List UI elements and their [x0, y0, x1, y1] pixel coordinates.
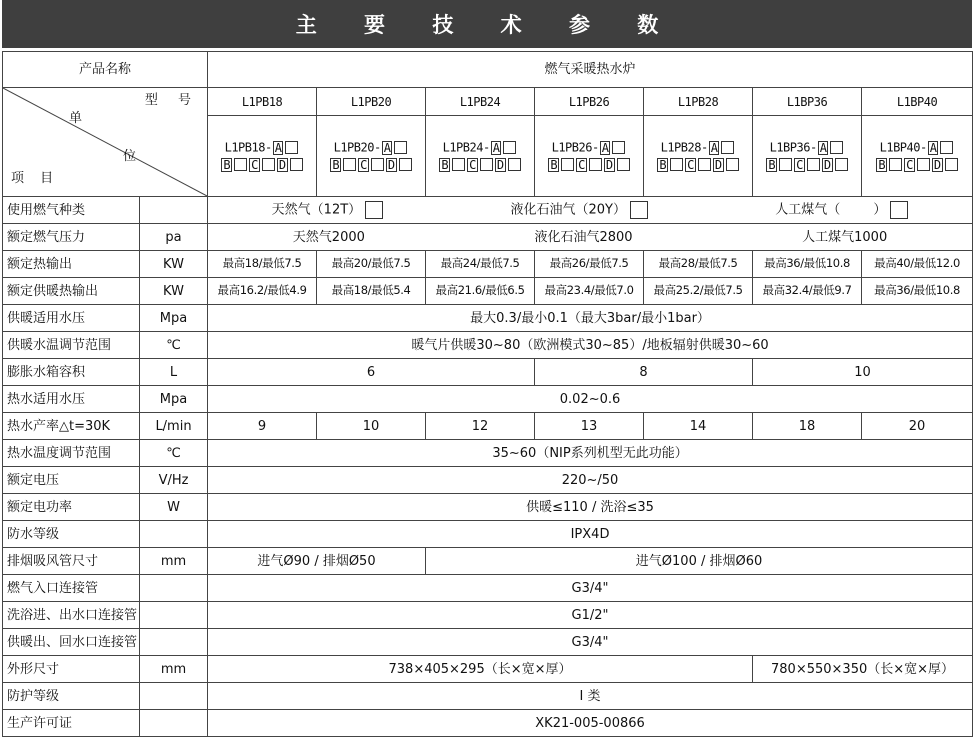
row-label: 热水适用水压: [3, 386, 140, 413]
model-name: L1PB24: [426, 88, 535, 116]
row-unit: [140, 683, 208, 710]
spec-row: [3, 440, 973, 467]
checkbox-icon: [262, 158, 275, 171]
model-code-cell: [426, 116, 535, 197]
model-code-letter: C: [906, 157, 913, 172]
unit-label-1: 单: [69, 111, 83, 126]
model-code-letter: B: [441, 157, 449, 172]
model-code-letter: D: [605, 157, 613, 172]
value-cell: G3/4": [208, 575, 973, 602]
value-cell: XK21-005-00866: [208, 710, 973, 737]
value-cell: 最高21.6/最低6.5: [426, 278, 535, 305]
value-cell: 13: [535, 413, 644, 440]
model-code-letter: A: [274, 140, 282, 155]
value-cell: 35~60（NIP系列机型无此功能）: [208, 440, 973, 467]
row-unit: [140, 602, 208, 629]
row-label: 供暖适用水压: [3, 305, 140, 332]
model-code-letter: B: [659, 157, 667, 172]
value-cell: 最大0.3/最小0.1（最大3bar/最小1bar）: [208, 305, 973, 332]
spec-row: [3, 278, 973, 305]
spec-row: [3, 197, 973, 224]
value-cell: 780×550×350（长×宽×厚）: [753, 656, 973, 683]
spec-row: [3, 413, 973, 440]
checkbox-icon: [394, 141, 407, 154]
model-code-letter: C: [796, 157, 803, 172]
model-code-letter: C: [469, 157, 476, 172]
spec-row: [3, 386, 973, 413]
checkbox-icon: [779, 158, 792, 171]
gas-pressure-natural: 天然气2000: [292, 229, 365, 245]
model-code-letter: C: [251, 157, 258, 172]
product-name-row: [3, 52, 973, 88]
model-code-letter: D: [714, 157, 722, 172]
checkbox-icon[interactable]: [365, 201, 383, 219]
model-code-letter: A: [929, 140, 937, 155]
checkbox-icon: [589, 158, 602, 171]
model-code-letter: D: [823, 157, 831, 172]
gas-pressure-coal: 人工煤气1000: [802, 229, 888, 245]
model-code-letter: D: [933, 157, 941, 172]
value-cell: 220~/50: [208, 467, 973, 494]
gas-pressure-lpg: 液化石油气2800: [534, 229, 633, 245]
row-unit: L: [140, 359, 208, 386]
row-label: 防护等级: [3, 683, 140, 710]
spec-row: [3, 494, 973, 521]
checkbox-icon: [452, 158, 465, 171]
spec-row: [3, 575, 973, 602]
checkbox-icon: [835, 158, 848, 171]
checkbox-icon: [480, 158, 493, 171]
spec-row: [3, 359, 973, 386]
model-code-cell: [208, 116, 317, 197]
value-cell: 最高32.4/最低9.7: [753, 278, 862, 305]
spec-row: [3, 710, 973, 737]
row-label: 使用燃气种类: [3, 197, 140, 224]
checkbox-icon: [234, 158, 247, 171]
value-cell: 8: [535, 359, 753, 386]
model-code-letter: B: [223, 157, 231, 172]
value-cell: 10: [753, 359, 973, 386]
value-cell: I 类: [208, 683, 973, 710]
value-cell: 最高28/最低7.5: [644, 251, 753, 278]
row-unit: V/Hz: [140, 467, 208, 494]
model-code-cell: [644, 116, 753, 197]
model-name: L1BP36: [753, 88, 862, 116]
row-unit: ℃: [140, 440, 208, 467]
checkbox-icon: [807, 158, 820, 171]
row-unit: pa: [140, 224, 208, 251]
row-label: 供暖出、回水口连接管: [3, 629, 140, 656]
value-cell: 0.02~0.6: [208, 386, 973, 413]
value-cell: 最高18/最低7.5: [208, 251, 317, 278]
model-code-cell: [535, 116, 644, 197]
model-code: L1BP36-: [769, 140, 817, 155]
spec-row: [3, 332, 973, 359]
checkbox-icon: [371, 158, 384, 171]
checkbox-icon: [945, 158, 958, 171]
gas-option-natural: 天然气（12T）: [271, 202, 362, 218]
gas-pressure-cell: [208, 224, 973, 251]
value-cell: G3/4": [208, 629, 973, 656]
checkbox-icon: [503, 141, 516, 154]
row-unit: ℃: [140, 332, 208, 359]
model-name: L1PB18: [208, 88, 317, 116]
model-code-letter: A: [819, 140, 827, 155]
model-name: L1PB28: [644, 88, 753, 116]
model-code-letter: A: [710, 140, 718, 155]
page-title: 主 要 技 术 参 数: [2, 0, 972, 48]
value-cell: 最高26/最低7.5: [535, 251, 644, 278]
spec-row: [3, 467, 973, 494]
spec-table: [2, 51, 973, 737]
value-cell: 20: [862, 413, 973, 440]
model-code: L1PB24-: [442, 140, 490, 155]
spec-row: [3, 629, 973, 656]
value-cell: 最高23.4/最低7.0: [535, 278, 644, 305]
model-code-letter: B: [550, 157, 558, 172]
row-label: 膨胀水箱容积: [3, 359, 140, 386]
row-label: 洗浴进、出水口连接管: [3, 602, 140, 629]
model-code-letter: A: [383, 140, 391, 155]
spec-row: [3, 548, 973, 575]
row-label: 额定供暖热输出: [3, 278, 140, 305]
header-corner-cell: [3, 88, 208, 197]
row-unit: [140, 197, 208, 224]
model-name: L1BP40: [862, 88, 973, 116]
model-code-letter: B: [878, 157, 886, 172]
row-label: 排烟吸风管尺寸: [3, 548, 140, 575]
model-code: L1PB28-: [660, 140, 708, 155]
model-code-letter: D: [278, 157, 286, 172]
row-label: 额定电压: [3, 467, 140, 494]
checkbox-icon: [670, 158, 683, 171]
value-cell: 9: [208, 413, 317, 440]
model-code-cell: [862, 116, 973, 197]
value-cell: 最高24/最低7.5: [426, 251, 535, 278]
spec-row: [3, 683, 973, 710]
checkbox-icon: [617, 158, 630, 171]
checkbox-icon: [917, 158, 930, 171]
model-code-letter: C: [578, 157, 585, 172]
row-unit: mm: [140, 548, 208, 575]
checkbox-icon: [612, 141, 625, 154]
row-label: 额定电功率: [3, 494, 140, 521]
model-name-row: [3, 88, 973, 116]
spec-row: [3, 224, 973, 251]
value-cell: 最高25.2/最低7.5: [644, 278, 753, 305]
gas-type-cell: [208, 197, 973, 224]
row-label: 热水产率△t=30K: [3, 413, 140, 440]
model-code-letter: B: [768, 157, 776, 172]
value-cell: 进气Ø90 / 排烟Ø50: [208, 548, 426, 575]
value-cell: 最高40/最低12.0: [862, 251, 973, 278]
row-label: 燃气入口连接管: [3, 575, 140, 602]
model-code-letter: D: [387, 157, 395, 172]
spec-row: [3, 602, 973, 629]
row-unit: [140, 629, 208, 656]
model-code: L1PB20-: [333, 140, 381, 155]
model-code: L1BP40-: [879, 140, 927, 155]
value-cell: 最高20/最低7.5: [317, 251, 426, 278]
model-code-letter: A: [601, 140, 609, 155]
row-unit: KW: [140, 251, 208, 278]
row-label: 生产许可证: [3, 710, 140, 737]
checkbox-icon: [399, 158, 412, 171]
model-name: L1PB26: [535, 88, 644, 116]
checkbox-icon: [561, 158, 574, 171]
row-label: 外形尺寸: [3, 656, 140, 683]
row-unit: W: [140, 494, 208, 521]
spec-row: [3, 251, 973, 278]
checkbox-icon[interactable]: [890, 201, 908, 219]
model-code-letter: D: [496, 157, 504, 172]
checkbox-icon: [698, 158, 711, 171]
spec-row: [3, 656, 973, 683]
value-cell: 18: [753, 413, 862, 440]
gas-option-coal: 人工煤气（ ）: [775, 202, 887, 218]
checkbox-icon: [343, 158, 356, 171]
value-cell: 738×405×295（长×宽×厚）: [208, 656, 753, 683]
model-code-letter: A: [492, 140, 500, 155]
value-cell: 最高36/最低10.8: [862, 278, 973, 305]
row-unit: [140, 710, 208, 737]
checkbox-icon[interactable]: [630, 201, 648, 219]
value-cell: 最高16.2/最低4.9: [208, 278, 317, 305]
unit-label-2: 位: [123, 149, 137, 164]
value-cell: 最高36/最低10.8: [753, 251, 862, 278]
value-cell: G1/2": [208, 602, 973, 629]
checkbox-icon: [285, 141, 298, 154]
model-code: L1PB26-: [551, 140, 599, 155]
model-code-letter: C: [360, 157, 367, 172]
row-unit: L/min: [140, 413, 208, 440]
row-unit: Mpa: [140, 305, 208, 332]
checkbox-icon: [290, 158, 303, 171]
gas-option-lpg: 液化石油气（20Y）: [510, 202, 626, 218]
value-cell: 供暖≤110 / 洗浴≤35: [208, 494, 973, 521]
row-unit: [140, 521, 208, 548]
value-cell: 10: [317, 413, 426, 440]
row-label: 额定燃气压力: [3, 224, 140, 251]
spec-row: [3, 521, 973, 548]
checkbox-icon: [830, 141, 843, 154]
model-code-cell: [753, 116, 862, 197]
model-code-letter: C: [687, 157, 694, 172]
row-label: 热水温度调节范围: [3, 440, 140, 467]
row-label: 额定热输出: [3, 251, 140, 278]
checkbox-icon: [889, 158, 902, 171]
checkbox-icon: [726, 158, 739, 171]
row-label: 防水等级: [3, 521, 140, 548]
value-cell: 12: [426, 413, 535, 440]
row-label: 供暖水温调节范围: [3, 332, 140, 359]
checkbox-icon: [508, 158, 521, 171]
checkbox-icon: [940, 141, 953, 154]
model-code-letter: B: [332, 157, 340, 172]
checkbox-icon: [721, 141, 734, 154]
value-cell: IPX4D: [208, 521, 973, 548]
model-code-cell: [317, 116, 426, 197]
row-unit: mm: [140, 656, 208, 683]
item-label: 项 目: [11, 171, 60, 186]
value-cell: 6: [208, 359, 535, 386]
product-name-value: 燃气采暖热水炉: [208, 52, 973, 88]
value-cell: 14: [644, 413, 753, 440]
type-label: 型 号: [144, 93, 200, 108]
row-unit: KW: [140, 278, 208, 305]
row-unit: Mpa: [140, 386, 208, 413]
spec-row: [3, 305, 973, 332]
model-code: L1PB18-: [224, 140, 272, 155]
product-name-label: 产品名称: [3, 52, 208, 88]
value-cell: 进气Ø100 / 排烟Ø60: [426, 548, 973, 575]
value-cell: 暖气片供暖30~80（欧洲模式30~85）/地板辐射供暖30~60: [208, 332, 973, 359]
row-unit: [140, 575, 208, 602]
value-cell: 最高18/最低5.4: [317, 278, 426, 305]
model-name: L1PB20: [317, 88, 426, 116]
